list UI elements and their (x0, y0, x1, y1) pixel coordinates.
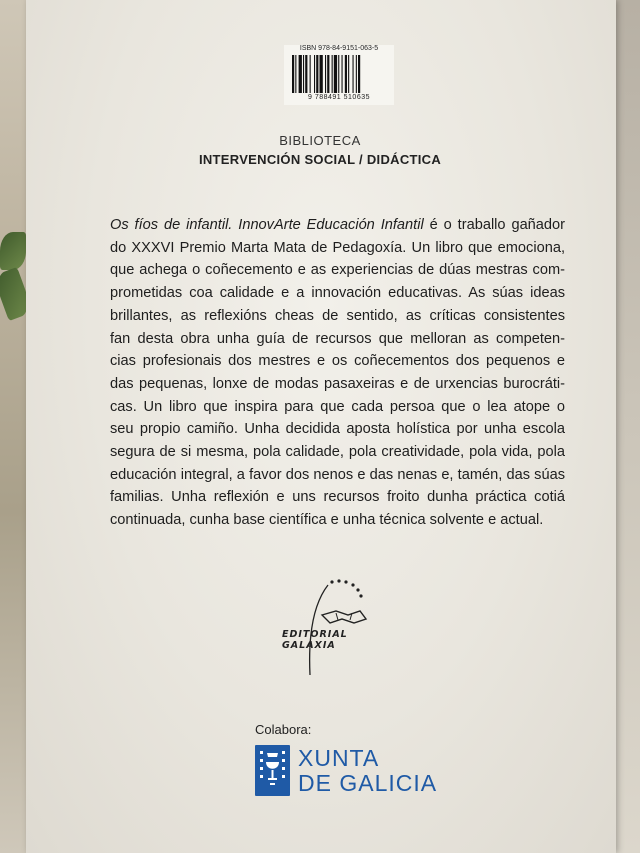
barcode-bar (310, 55, 311, 93)
sponsor-name (298, 746, 437, 796)
blurb-line: seu propio camiño. Unha decidida aposta holística por unha escola (110, 421, 565, 438)
blurb-line: brillantes, as reflexións cheas de sentido, as críticas consistentes (110, 307, 565, 324)
barcode-bar (338, 55, 339, 93)
series-label: BIBLIOTECA (279, 133, 361, 148)
blurb-line: das pequenas, lonxe de modas pasaxeiras e de urxencias burocráti- (110, 375, 565, 392)
barcode-bar (358, 55, 360, 93)
publisher-logo (270, 573, 400, 683)
blurb-line: Os fíos de infantil. InnovArte Educación Infantil é o traballo gañador (110, 217, 566, 233)
barcode-bar (342, 55, 343, 93)
blurb-line: fan desta obra unha guía de recursos que melloran as competen- (110, 330, 565, 347)
barcode-bars (292, 55, 388, 93)
blurb-line: educación integral, a favor dos nenos e das nenas e, tamén, das súas (110, 466, 565, 483)
blurb-text (110, 214, 565, 532)
barcode-digits: 9 788491 510635 (308, 94, 370, 101)
blurb-line: cias profesionais dos mestres e os coñecementos dos pequenos e (110, 353, 565, 370)
barcode-bar (314, 55, 315, 93)
barcode-bar (299, 55, 302, 93)
barcode-bar (348, 55, 349, 93)
barcode (284, 45, 394, 105)
barcode-bar (316, 55, 318, 93)
barcode-bar (295, 55, 296, 93)
sponsor-label: Colabora: (255, 722, 312, 737)
sponsor-name-line1: XUNTA (298, 745, 380, 771)
barcode-bar (327, 55, 329, 93)
blurb-line: segura de si mesma, pola calidade, pola creatividade, pola vida, pola (110, 444, 565, 461)
series-name: INTERVENCIÓN SOCIAL / DIDÁCTICA (198, 152, 442, 167)
barcode-bar (356, 55, 357, 93)
book-title: Os fíos de infantil. InnovArte Educación Infantil (110, 217, 424, 233)
barcode-bar (325, 55, 326, 93)
barcode-bar (292, 55, 294, 93)
barcode-bar (320, 55, 323, 93)
barcode-bar (353, 55, 354, 93)
publisher-logo-icon (270, 573, 400, 683)
barcode-bar (303, 55, 304, 93)
xunta-emblem-icon (255, 745, 290, 796)
blurb-line: do XXXVI Premio Marta Mata de Pedagoxía. Un libro que emociona, (110, 239, 565, 256)
sponsor-name-line2: DE GALICIA (298, 770, 438, 796)
barcode-bar (332, 55, 333, 93)
blurb-line: que achega o coñecemento e as experiencias de dúas mestras com- (110, 262, 565, 279)
blurb-line: prometidas coa calidade e a innovación educativas. As súas ideas (110, 285, 565, 302)
plant-leaf (0, 232, 26, 270)
blurb-line: cas. Un libro que inspira para que cada persoa que o lea atope o (110, 398, 565, 415)
isbn-label: ISBN 978-84-9151-063-5 (299, 45, 379, 52)
barcode-bar (305, 55, 307, 93)
barcode-bar (334, 55, 337, 93)
blurb-line: familias. Unha reflexión e uns recursos froito dunha práctica cotiá (110, 489, 565, 506)
publisher-name: EDITORIAL GALAXIA (282, 629, 348, 651)
blurb-line: continuada, cunha base científica e unha técnica solvente e actual. (110, 512, 544, 529)
barcode-bar (345, 55, 347, 93)
